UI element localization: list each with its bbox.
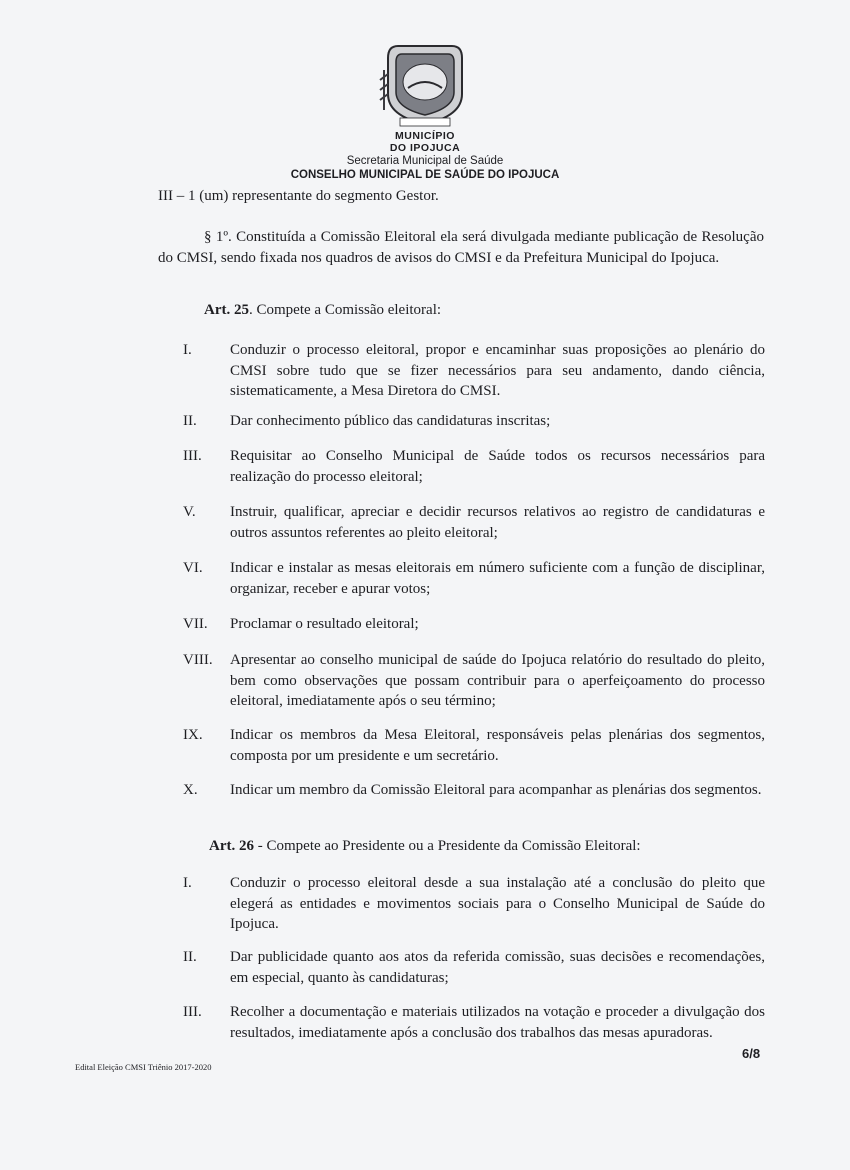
intro-line: III – 1 (um) representante do segmento Gestor.	[158, 188, 439, 204]
item-number: VIII.	[183, 652, 213, 668]
article-25-label: Art. 25	[204, 302, 249, 318]
page-number: 6/8	[742, 1046, 761, 1061]
item-number: IX.	[183, 727, 203, 743]
article-25-heading	[204, 300, 441, 320]
municipality-line-2: DO IPOJUCA	[389, 142, 461, 154]
item-number: III.	[183, 448, 202, 464]
item-number: VI.	[183, 560, 203, 576]
art26-item	[183, 947, 765, 988]
municipality-line-1: MUNICÍPIO	[395, 130, 455, 142]
article-26-text: - Compete ao Presidente ou a Presidente da Comissão Eleitoral:	[254, 838, 641, 854]
municipal-seal-icon	[370, 40, 480, 130]
art25-item	[183, 725, 765, 766]
item-text: Conduzir o processo eleitoral desde a sua instalação até a conclusão do pleito que elegerá as entidades e movimentos sociais para o Conselho Municipal de Saúde do Ipojuca.	[230, 875, 765, 932]
item-number: VII.	[183, 616, 208, 632]
item-number: I.	[183, 342, 192, 358]
item-number: III.	[183, 1004, 202, 1020]
art25-item	[183, 446, 765, 487]
art25-item	[183, 502, 765, 543]
item-number: V.	[183, 504, 196, 520]
art25-item	[183, 558, 765, 599]
art25-item	[183, 411, 765, 432]
article-26-label: Art. 26	[209, 838, 254, 854]
art25-item	[183, 340, 765, 402]
item-text: Conduzir o processo eleitoral, propor e encaminhar suas proposições ao plenário do CMSI sobre tudo que se fizer necessários para seu andamento, dando ciência, sistematicamente, a Mesa Diretora do CMSI.	[230, 342, 765, 399]
item-text: Indicar um membro da Comissão Eleitoral para acompanhar as plenárias dos segmentos.	[230, 782, 762, 798]
art25-item	[183, 614, 765, 635]
item-number: II.	[183, 949, 197, 965]
secretariat-name: Secretaria Municipal de Saúde	[346, 155, 504, 167]
article-26-heading	[209, 836, 641, 856]
item-number: X.	[183, 782, 198, 798]
council-name: CONSELHO MUNICIPAL DE SAÚDE DO IPOJUCA	[290, 169, 560, 181]
letterhead	[0, 40, 850, 182]
article-25-text: . Compete a Comissão eleitoral:	[249, 302, 442, 318]
art26-item	[183, 1002, 765, 1043]
item-text: Requisitar ao Conselho Municipal de Saúde todos os recursos necessários para realização do processo eleitoral;	[230, 448, 765, 485]
item-text: Apresentar ao conselho municipal de saúde do Ipojuca relatório do resultado do pleito, bem como observações que possam contribuir para o aperfeiçoamento do processo eleitoral, imediatamente após o seu término;	[230, 652, 765, 709]
item-text: Instruir, qualificar, apreciar e decidir recursos relativos ao registro de candidaturas e outros assuntos referentes ao pleito eleitoral;	[230, 504, 765, 541]
item-text: Dar conhecimento público das candidaturas inscritas;	[230, 413, 551, 429]
item-text: Dar publicidade quanto aos atos da referida comissão, suas decisões e recomendações, em especial, quanto às candidaturas;	[230, 949, 765, 986]
footer-document-title: Edital Eleição CMSI Triênio 2017-2020	[75, 1062, 212, 1072]
item-text: Proclamar o resultado eleitoral;	[230, 616, 419, 632]
item-text: Indicar e instalar as mesas eleitorais em número suficiente com a função de disciplinar, organizar, receber e apurar votos;	[230, 560, 765, 597]
art25-item	[183, 650, 765, 712]
item-text: Recolher a documentação e materiais utilizados na votação e proceder a divulgação dos resultados, imediatamente após a conclusão dos trabalhos das mesas apuradoras.	[230, 1004, 765, 1041]
item-number: II.	[183, 413, 197, 429]
art25-item	[183, 780, 765, 801]
paragraph-1: § 1º. Constituída a Comissão Eleitoral ela será divulgada mediante publicação de Resolução do CMSI, sendo fixada nos quadros de avisos do CMSI e da Prefeitura Municipal do Ipojuca.	[158, 229, 764, 266]
item-text: Indicar os membros da Mesa Eleitoral, responsáveis pelas plenárias dos segmentos, composta por um presidente e um secretário.	[230, 727, 765, 764]
art26-item	[183, 873, 765, 935]
item-number: I.	[183, 875, 192, 891]
